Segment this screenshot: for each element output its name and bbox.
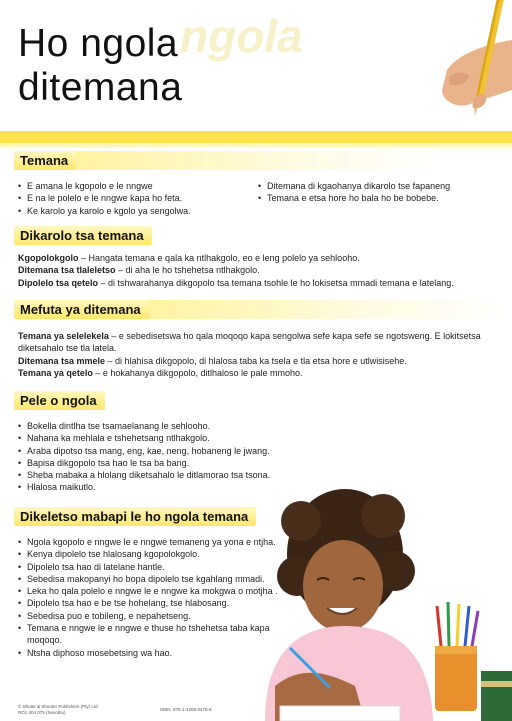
header-accent-bar-light	[0, 143, 512, 147]
list-item: • Sebedisa makopanyi ho bopa dipolelo tse kgahlang mmadi.	[18, 573, 288, 585]
dikarolo-row: Kgopolokgolo – Hangata temana e qala ka ntlhakgolo, eo e leng polelo ya sehlooho.	[18, 253, 360, 263]
footer-isbn: ISBN: 978-1-4205-0476-8	[160, 707, 212, 712]
title-line-1: Ho ngola	[18, 22, 179, 65]
list-item: • E na le polelo e le nngwe kapa ho feta.	[18, 192, 248, 204]
hand-with-pencil-illustration	[387, 0, 512, 125]
footer-publisher	[18, 704, 98, 715]
list-item: • Ngola kgopolo e nngwe le e nngwe temaneng ya yona e ntjha.	[18, 536, 288, 548]
temana-list-right	[258, 180, 498, 205]
dikarolo-row: Dipolelo tsa qetelo – di tshwarahanya dikgopolo tsa temana tsohle le ho lokisetsa mmadi temana e latelang.	[18, 277, 454, 288]
list-item: • Sebedisa puo e tobileng, e nepahetseng.	[18, 610, 288, 622]
list-item: • Bapisa dikgopolo tsa hao le tsa ba bang.	[18, 457, 318, 469]
list-item: • Ditemana di kgaohanya dikarolo tse fapaneng	[258, 180, 498, 192]
list-item: • Araba dipotso tsa mang, eng, kae, neng, hobaneng le jwang.	[18, 445, 318, 457]
dikarolo-paragraph	[18, 252, 488, 289]
mefuta-paragraph	[18, 330, 488, 379]
header-accent-bar	[0, 131, 512, 143]
page-title	[18, 22, 182, 110]
section-heading-pele: Pele o ngola	[14, 391, 105, 410]
list-item: • Kenya dipolelo tse hlalosang kgopolokgolo.	[18, 548, 288, 560]
dikeletso-list	[18, 536, 288, 659]
footer-code: RO1 404 075 (Sesotho)	[18, 709, 66, 715]
dikarolo-row: Ditemana tsa tlaleletso – di aha le ho tshehetsa ntlhakgolo.	[18, 265, 260, 276]
title-watermark: ngola	[180, 10, 303, 62]
list-item: • Dipolelo tsa hao e be tse hohelang, tse hlabosang.	[18, 597, 288, 609]
list-item: • Bokella dintlha tse tsamaelanang le sehlooho.	[18, 420, 318, 432]
section-heading-mefuta: Mefuta ya ditemana	[14, 300, 149, 319]
list-item: • Ntsha diphoso mosebetsing wa hao.	[18, 647, 288, 659]
title-line-2: ditemana	[18, 66, 183, 109]
mefuta-row: Temana ya qetelo – e hokahanya dikgopolo, ditlhaloso le pale mmoho.	[18, 367, 303, 378]
section-heading-dikarolo: Dikarolo tsa temana	[14, 226, 152, 245]
mefuta-row: Ditemana tsa mmele – di hlahisa dikgopolo, di hlalosa taba ka tsela e tla etsa hore e utlwisisehe.	[18, 355, 407, 366]
list-item: • Nahana ka mehlala e tshehetsang ntlhakgolo.	[18, 432, 318, 444]
list-item: • E amana le kgopolo e le nngwe	[18, 180, 248, 192]
list-item: • Temana e nngwe le e nngwe e thuse ho tshehetsa taba kapa moqoqo.	[18, 622, 288, 647]
temana-list-left	[18, 180, 248, 217]
mefuta-row: Temana ya selelekela – e sebedisetswa ho qala moqoqo kapa sengolwa sefe kapa sefe se ngotsweng. E lokitsetsa diketsahalo tse tla latela.	[18, 331, 481, 354]
list-item: • Hlalosa maikutlo.	[18, 481, 318, 493]
footer-publisher-line: © Shuter & Shooter Publishers (Pty) Ltd	[18, 704, 98, 709]
section-heading-temana: Temana	[14, 151, 76, 170]
list-item: • Dipolelo tsa hao di latelane hantle.	[18, 561, 288, 573]
list-item: • Sheba mabaka a hlolang diketsahalo le ditlamorao tsa tsona.	[18, 469, 318, 481]
list-item: • Temana e etsa hore ho bala ho be bobebe.	[258, 192, 498, 204]
list-item: • Ke karolo ya karolo e kgolo ya sengolwa.	[18, 205, 248, 217]
section-heading-dikeletso: Dikeletso mabapi le ho ngola temana	[14, 507, 256, 526]
list-item: • Leka ho qala polelo e nngwe le e nngwe ka mokgwa o motjha .	[18, 585, 288, 597]
